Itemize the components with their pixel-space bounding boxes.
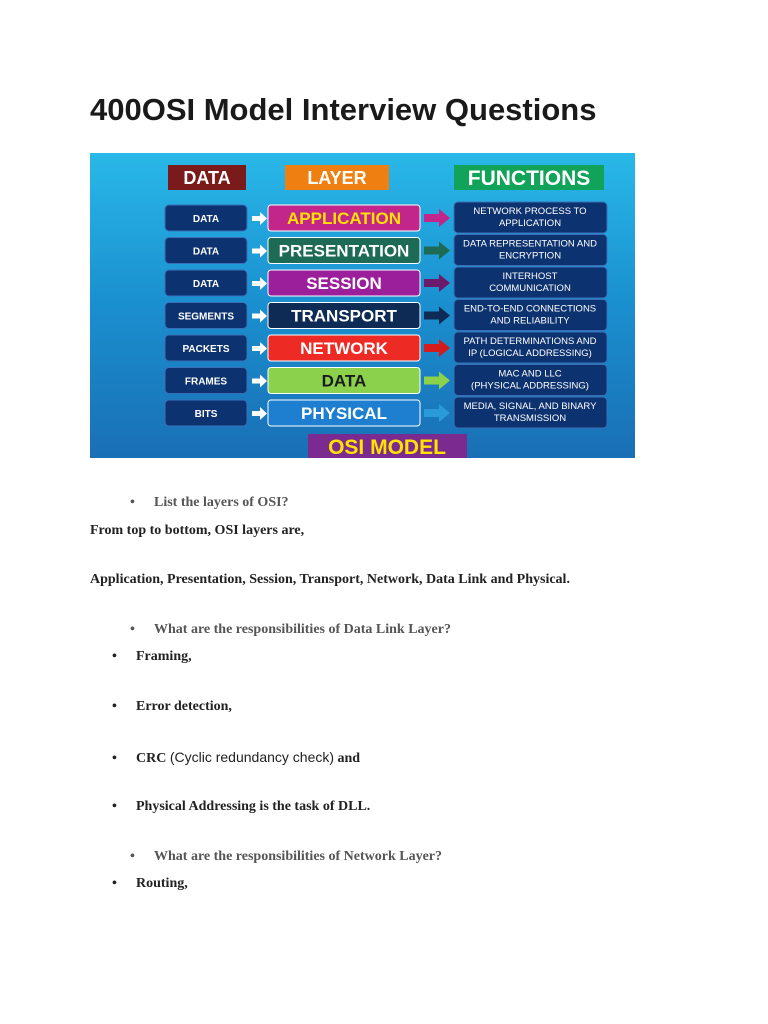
bullet-icon: •	[130, 622, 135, 637]
function-label: END-TO-END CONNECTIONS	[463, 303, 597, 315]
data-unit-label: DATA	[192, 214, 220, 225]
osi-model-graphic	[90, 153, 635, 458]
layer-label: SESSION	[306, 274, 382, 293]
list-item-text: Error detection,	[136, 699, 232, 714]
small-arrow-shaft	[252, 281, 260, 286]
function-label: (PHYSICAL ADDRESSING)	[471, 380, 589, 392]
question-text: What are the responsibilities of Data Link Layer?	[154, 622, 451, 637]
paragraph-2: Application, Presentation, Session, Transport, Network, Data Link and Physical.	[90, 572, 570, 587]
function-label: TRANSMISSION	[493, 413, 567, 424]
function-arrow-shaft	[424, 312, 439, 320]
layer-header-label: LAYER	[307, 168, 367, 188]
function-label: PATH DETERMINATIONS AND	[463, 336, 597, 347]
data-unit-label: BITS	[194, 409, 218, 420]
function-arrow-shaft	[424, 214, 439, 222]
layer-label: NETWORK	[300, 339, 388, 358]
layer-label: APPLICATION	[287, 209, 401, 228]
function-label: ENCRYPTION	[498, 250, 562, 262]
osi-model-figure	[90, 153, 635, 458]
data-unit-label: FRAMES	[184, 376, 228, 388]
layer-label: PHYSICAL	[301, 404, 387, 423]
function-arrow-shaft	[424, 344, 439, 352]
list-item	[112, 799, 370, 815]
osi-model-footer-label: OSI MODEL	[328, 436, 446, 458]
functions-header-label: FUNCTIONS	[467, 167, 591, 190]
question-text: What are the responsibilities of Network Layer?	[154, 849, 443, 864]
data-header-label: DATA	[183, 168, 231, 188]
layer-label: DATA	[321, 371, 367, 391]
function-label: APPLICATION	[498, 218, 562, 229]
list-item	[112, 749, 360, 767]
small-arrow-shaft	[252, 411, 260, 416]
bullet-icon: •	[130, 495, 135, 510]
list-item-text: Routing,	[136, 876, 188, 891]
bullet-icon: •	[112, 699, 117, 714]
question-3	[130, 849, 442, 865]
data-unit-label: DATA	[192, 279, 220, 290]
bullet-icon: •	[130, 849, 135, 864]
list-item-text: CRC	[136, 751, 167, 766]
bullet-icon: •	[112, 876, 117, 891]
list-item-text: Framing,	[136, 649, 192, 664]
page-title: 400OSI Model Interview Questions	[90, 92, 597, 127]
function-arrow-shaft	[424, 279, 439, 287]
paragraph-1: From top to bottom, OSI layers are,	[90, 523, 305, 538]
small-arrow-shaft	[252, 379, 260, 384]
list-item	[112, 876, 188, 892]
function-label: INTERHOST	[502, 271, 558, 282]
list-item-text: Physical Addressing is the task of DLL.	[136, 799, 371, 814]
data-unit-label: SEGMENTS	[177, 311, 235, 323]
function-label: MAC AND LLC	[498, 368, 562, 380]
function-label: MEDIA, SIGNAL, AND BINARY	[463, 401, 597, 412]
bullet-icon: •	[112, 751, 117, 766]
layer-label: PRESENTATION	[278, 241, 410, 261]
list-item-text: and	[337, 751, 361, 766]
list-item	[112, 649, 192, 665]
small-arrow-shaft	[252, 346, 260, 351]
list-item-text: (Cyclic redundancy check)	[169, 749, 335, 765]
function-arrow-shaft	[424, 377, 439, 385]
data-unit-label: DATA	[192, 246, 220, 258]
small-arrow-shaft	[252, 249, 260, 254]
function-label: AND RELIABILITY	[490, 315, 570, 327]
small-arrow-shaft	[252, 216, 260, 221]
question-text: List the layers of OSI?	[154, 495, 289, 510]
list-item	[112, 699, 232, 715]
layer-label: TRANSPORT	[291, 306, 397, 326]
function-label: IP (LOGICAL ADDRESSING)	[468, 348, 592, 359]
function-arrow-shaft	[424, 409, 439, 417]
question-1	[130, 495, 289, 511]
small-arrow-shaft	[252, 314, 260, 319]
function-label: DATA REPRESENTATION AND	[463, 238, 597, 250]
bullet-icon: •	[112, 649, 117, 664]
bullet-icon: •	[112, 799, 117, 814]
function-arrow-shaft	[424, 247, 439, 255]
function-label: COMMUNICATION	[489, 283, 571, 294]
data-unit-label: PACKETS	[182, 344, 230, 355]
function-label: NETWORK PROCESS TO	[473, 206, 587, 217]
question-2	[130, 622, 451, 638]
